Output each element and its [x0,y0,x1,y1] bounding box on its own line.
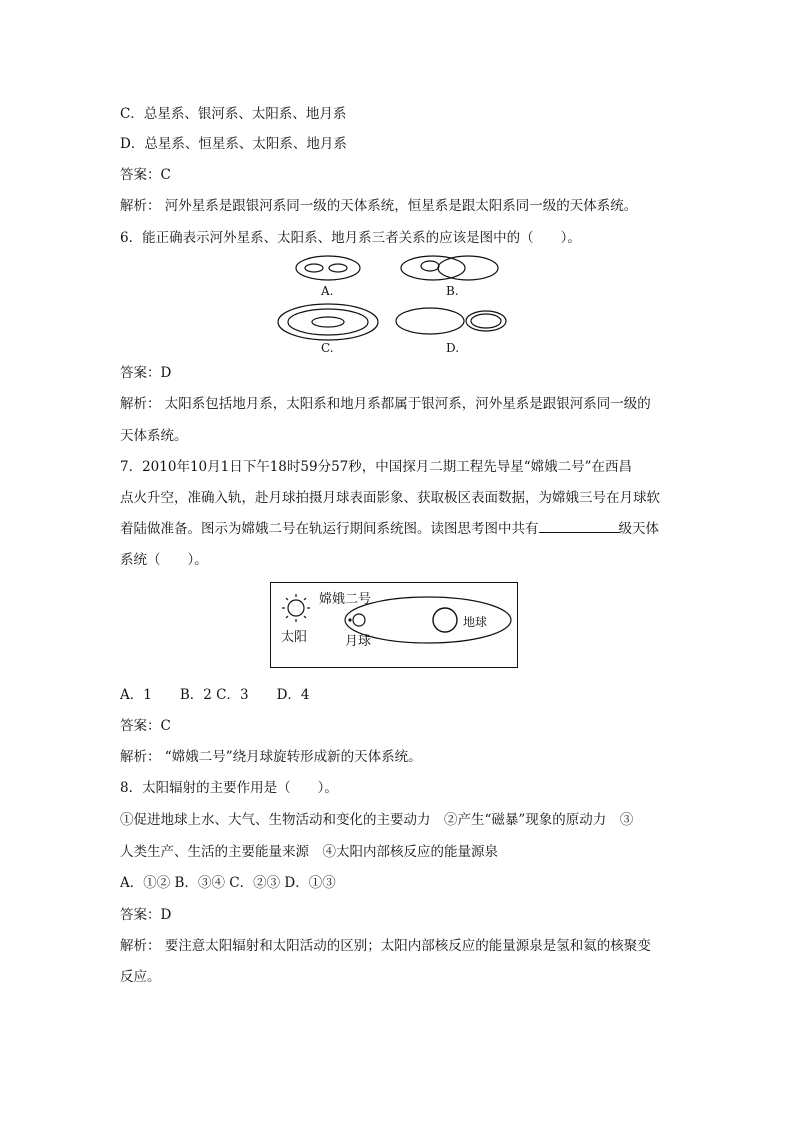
moon-label: 月球 [345,634,372,649]
question-7-line2: 点火升空，准确入轨，赴月球拍摄月球表面影象、获取极区表面数据，为嫦娥三号在月球软 [120,490,660,506]
answer-8: 答案：D [120,907,172,923]
question-7-line4: 系统（ ）。 [120,552,208,568]
figure-7-orbit-diagram [270,582,518,668]
analysis-8-line2: 反应。 [120,969,161,985]
answer-7: 答案：C [120,718,171,734]
analysis-6-line2: 天体系统。 [120,428,188,444]
answer-blank [539,520,619,533]
moon-icon [353,614,365,626]
option-7-bc: B．2 C．3 [179,687,249,703]
option-7-a: A．1 [120,687,152,703]
question-8-items-line1: ①促进地球上水、大气、生物活动和变化的主要动力 ②产生“磁暴”现象的原动力 ③ [120,812,634,828]
probe-label: 嫦娥二号 [319,592,372,607]
option-7-d: D．4 [276,687,310,703]
question-6: 6．能正确表示河外星系、太阳系、地月系三者关系的应该是图中的（ ）。 [120,230,581,246]
diagram-a [296,256,360,280]
analysis-7: 解析： “嫦娥二号”绕月球旋转形成新的天体系统。 [120,749,422,765]
probe-dot [348,618,351,621]
earth-label: 地球 [463,615,488,629]
analysis-8-line1: 解析： 要注意太阳辐射和太阳活动的区别；太阳内部核反应的能量源泉是氢和氦的核聚变 [120,938,651,954]
diagram-c-label: C. [321,341,334,355]
question-8-items-line2: 人类生产、生活的主要能量来源 ④太阳内部核反应的能量源泉 [120,844,498,860]
question-7-line1: 7．2010年10月1日下午18时59分57秒，中国探月二期工程先导星“嫦娥二号”在西昌 [120,459,633,475]
options-8: A．①② B．③④ C．②③ D．①③ [120,875,336,891]
analysis-5: 解析： 河外星系是跟银河系同一级的天体系统，恒星系是跟太阳系同一级的天体系统。 [120,198,638,214]
diagram-c [278,304,378,340]
answer-5: 答案：C [120,167,171,183]
options-7 [120,686,310,704]
question-7-line3 [120,520,659,538]
sun-icon [282,594,310,622]
figure-6-ellipse-diagrams [270,252,520,362]
question-7-line3-text: 着陆做准备。图示为嫦娥二号在轨运行期间系统图。读图思考图中共有 [120,521,539,537]
question-7-line3-tail: 级天体 [618,521,659,537]
earth-icon [433,608,457,632]
diagram-a-label: A. [321,284,334,298]
diagram-d-label: D. [446,341,460,355]
question-8: 8．太阳辐射的主要作用是（ ）。 [120,780,338,796]
answer-6: 答案：D [120,365,172,381]
analysis-6-line1: 解析： 太阳系包括地月系，太阳系和地月系都属于银河系，河外星系是跟银河系同一级的 [120,396,651,412]
diagram-b [401,256,498,280]
diagram-b-label: B. [446,284,459,298]
option-c: C．总星系、银河系、太阳系、地月系 [120,106,347,122]
diagram-d [396,308,506,334]
option-d: D．总星系、恒星系、太阳系、地月系 [120,136,347,152]
sun-label: 太阳 [281,630,308,645]
